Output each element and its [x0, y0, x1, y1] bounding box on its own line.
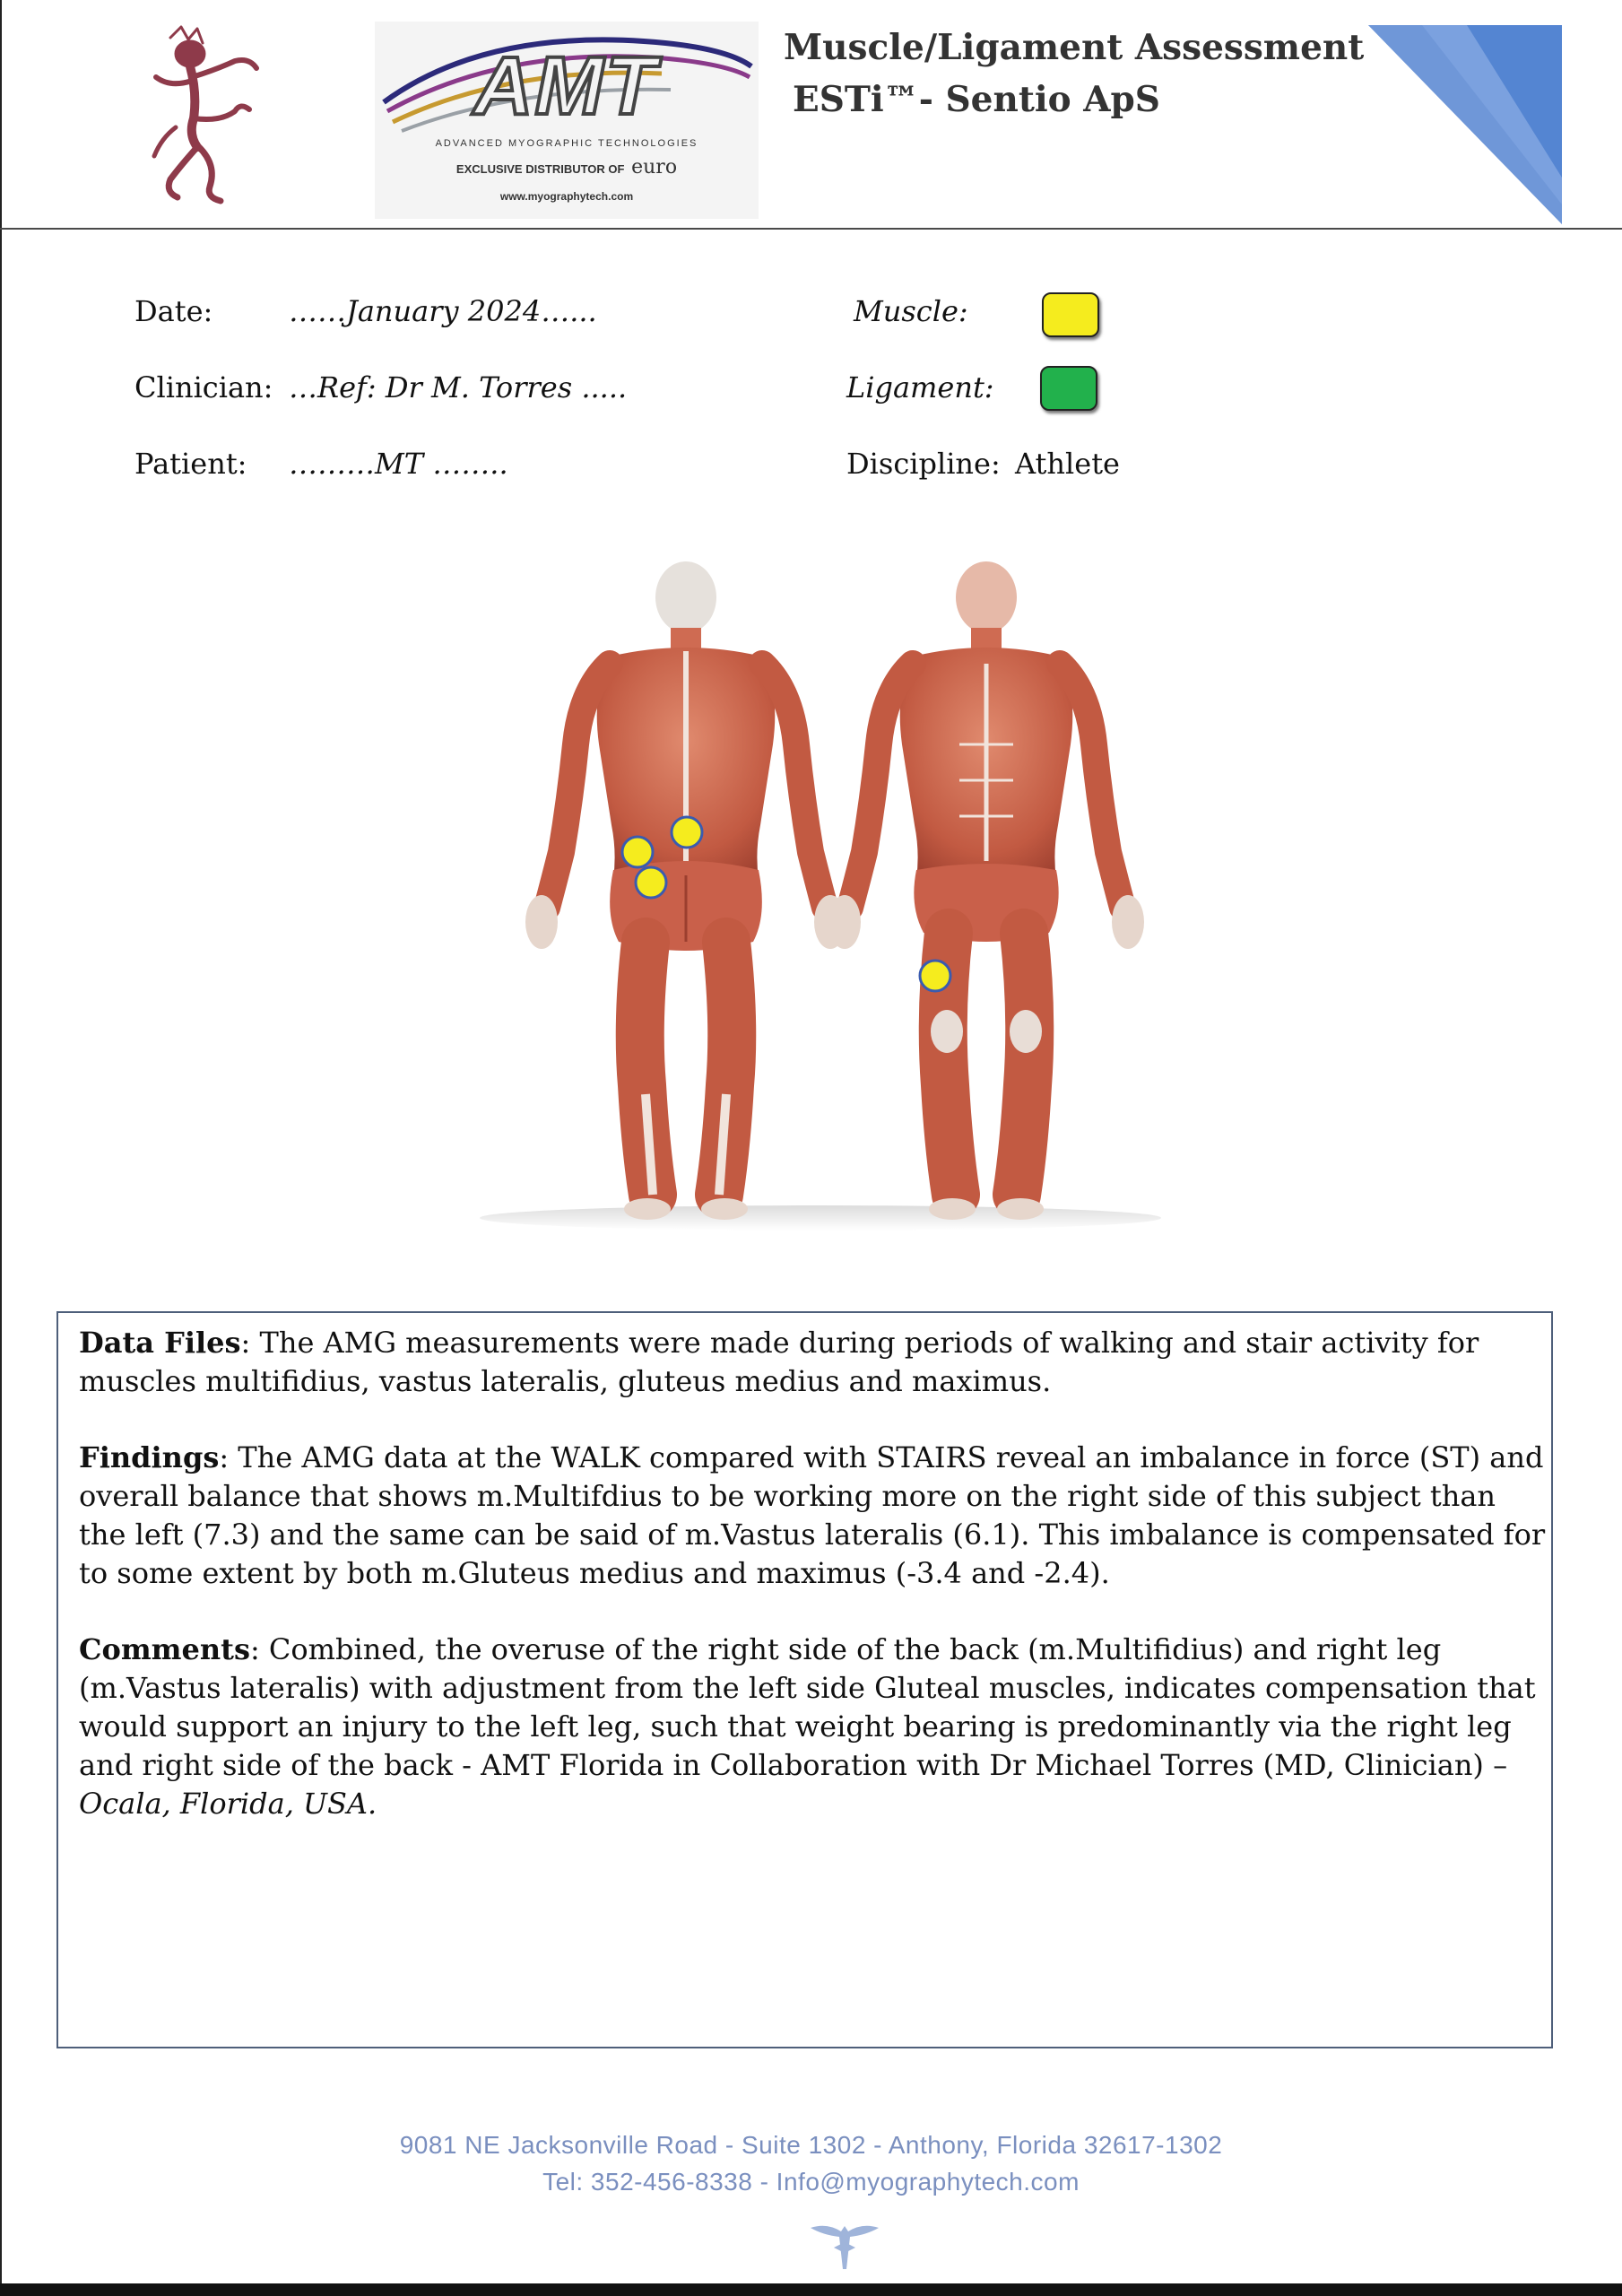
- muscle-legend-label: Muscle:: [854, 294, 968, 328]
- front-view-figure: [828, 561, 1144, 1220]
- anatomy-figures: [475, 556, 1166, 1238]
- date-label: Date:: [134, 294, 213, 328]
- comments-heading: Comments: [79, 1632, 250, 1666]
- floor-shadow: [480, 1205, 1161, 1231]
- date-value: ……January 2024…...: [289, 294, 597, 328]
- findings-text: : The AMG data at the WALK compared with STAIRS reveal an imbalance in force (ST) and overall balance that shows m.Multifdius to be working more on the right side of this subject than the left (7.3) and the same can be said of m.Vastus lateralis (6.1). This imbalance is compensated for to some extent by both m.Gluteus medius and maximus (-3.4 and -2.4).: [79, 1440, 1546, 1590]
- footer-contact: Tel: 352-456-8338 - Info@myographytech.com: [542, 2168, 1080, 2196]
- report-panel: [56, 1311, 1553, 2048]
- back-view-figure: [525, 561, 846, 1220]
- ligament-legend-label: Ligament:: [846, 370, 994, 404]
- data-files-paragraph: [79, 1324, 1549, 1401]
- page-subtitle: ESTi™- Sentio ApS: [793, 79, 1160, 120]
- logo-distributor-line: [375, 156, 759, 178]
- muscle-marker-multifidus: [672, 817, 702, 848]
- header-divider: [0, 228, 1622, 230]
- discipline-label: Discipline:: [846, 447, 1001, 481]
- comments-text: : Combined, the overuse of the right side of the back (m.Multifidius) and right leg (m.Vastus lateralis) with adjustment from the left side Gluteal muscles, indicates compensation that would support an injury to the left leg, such that weight bearing is predominantly via the right leg and right side of the back - AMT Florida in Collaboration with Dr Michael Torres (MD, Clinician) –: [79, 1632, 1536, 1782]
- muscle-color-swatch: [1042, 292, 1099, 337]
- amt-logo: [375, 22, 759, 219]
- muscle-marker-vastus-lateralis: [920, 961, 950, 991]
- comments-paragraph: [79, 1631, 1549, 1823]
- footer-address: 9081 NE Jacksonville Road - Suite 1302 - Anthony, Florida 32617-1302: [399, 2131, 1223, 2159]
- data-files-text: : The AMG measurements were made during periods of walking and stair activity for muscles multifidius, vastus lateralis, gluteus medius and maximus.: [79, 1326, 1479, 1398]
- ligament-color-swatch: [1040, 366, 1097, 411]
- comments-location: Ocala, Florida, USA.: [79, 1787, 377, 1821]
- muscle-marker-gluteus-medius: [622, 837, 653, 867]
- findings-heading: Findings: [79, 1440, 220, 1474]
- dancer-figure-logo: [134, 22, 269, 210]
- logo-url: www.myographytech.com: [499, 190, 634, 203]
- findings-paragraph: [79, 1439, 1549, 1593]
- footer-emblem-icon: [809, 2221, 880, 2274]
- discipline-value: Athlete: [1015, 447, 1120, 481]
- logo-brand: euro: [631, 156, 678, 178]
- page-bottom-border: [0, 2283, 1622, 2296]
- patient-value: ………MT ……..: [289, 447, 508, 481]
- page-title: Muscle/Ligament Assessment: [784, 27, 1365, 68]
- clinician-label: Clinician:: [134, 370, 273, 404]
- clinician-value: …Ref: Dr M. Torres .....: [289, 370, 628, 404]
- amt-logo-text: AMT: [473, 40, 658, 132]
- logo-tagline: ADVANCED MYOGRAPHIC TECHNOLOGIES: [435, 138, 698, 149]
- page-left-border: [0, 0, 2, 2296]
- muscle-marker-gluteus-maximus: [636, 867, 666, 898]
- patient-label: Patient:: [134, 447, 247, 481]
- data-files-heading: Data Files: [79, 1326, 241, 1360]
- logo-distributor-text: EXCLUSIVE DISTRIBUTOR OF: [455, 162, 625, 176]
- corner-decoration: [1368, 25, 1562, 224]
